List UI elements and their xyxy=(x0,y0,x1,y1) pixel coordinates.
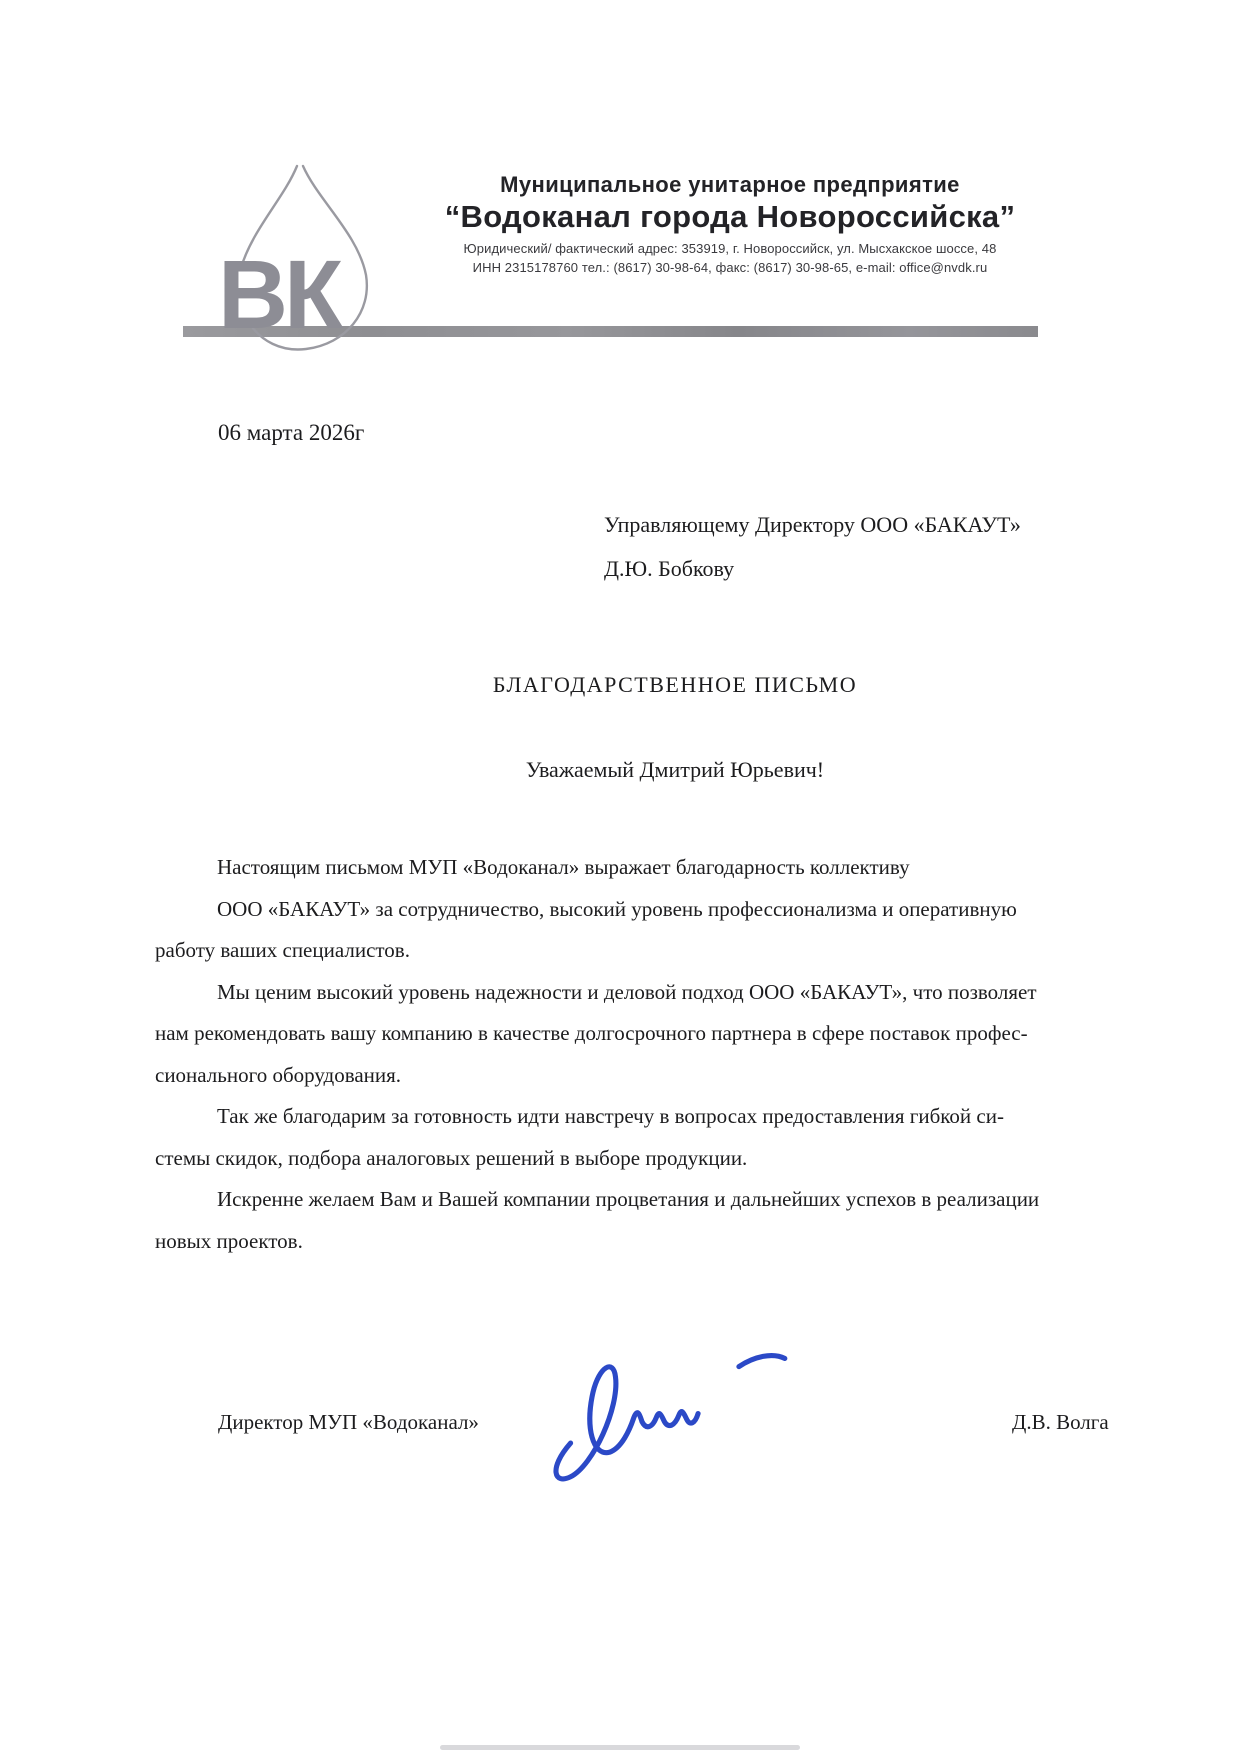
letter-date: 06 марта 2026г xyxy=(218,420,365,445)
contacts-line: ИНН 2315178760 тел.: (8617) 30-98-64, факс: (8617) 30-98-65, e-mail: office@nvdk.ru xyxy=(472,260,988,275)
letter-title: БЛАГОДАРСТВЕННОЕ ПИСЬМО xyxy=(492,672,858,697)
salutation: Уважаемый Дмитрий Юрьевич! xyxy=(525,757,825,782)
body-line: Искренне желаем Вам и Вашей компании процветания и дальнейших успехов в реализации xyxy=(217,1187,1040,1211)
body-line: Так же благодарим за готовность идти навстречу в вопросах предоставления гибкой си- xyxy=(217,1104,1004,1128)
org-type-line: Муниципальное унитарное предприятие xyxy=(500,172,960,197)
logo-letters: ВК xyxy=(218,240,340,349)
address-line: Юридический/ фактический адрес: 353919, г. Новороссийск, ул. Мысхакское шоссе, 48 xyxy=(463,241,997,256)
body-line: ООО «БАКАУТ» за сотрудничество, высокий уровень профессионализма и оперативную xyxy=(217,896,1017,921)
body-line: сионального оборудования. xyxy=(155,1062,402,1087)
body-line: нам рекомендовать вашу компанию в качестве долгосрочного партнера в сфере поставок профес- xyxy=(155,1021,1028,1045)
signature-name: Д.В. Волга xyxy=(1012,1410,1109,1434)
addressee-block xyxy=(604,503,1021,591)
body-line: Мы ценим высокий уровень надежности и деловой подход ООО «БАКАУТ», что позволяет xyxy=(217,979,1037,1004)
letterhead xyxy=(420,172,1040,275)
signature-position-label: Директор МУП «Водоканал» xyxy=(218,1410,479,1434)
org-name-line: “Водоканал города Новороссийска” xyxy=(444,199,1016,234)
addressee-line-2: Д.Ю. Бобкову xyxy=(604,556,735,581)
addressee-line-1: Управляющему Директору ООО «БАКАУТ» xyxy=(604,512,1021,537)
scan-edge-mark xyxy=(440,1745,800,1750)
letter-body xyxy=(155,847,1090,1262)
body-line: новых проектов. xyxy=(155,1228,303,1253)
signature-autograph xyxy=(540,1335,795,1490)
body-line: Настоящим письмом МУП «Водоканал» выражает благодарность коллективу xyxy=(217,855,910,879)
body-line: работу ваших специалистов. xyxy=(155,938,410,962)
body-line: стемы скидок, подбора аналоговых решений в выборе продукции. xyxy=(155,1145,748,1170)
vk-waterdrop-logo xyxy=(176,160,426,360)
